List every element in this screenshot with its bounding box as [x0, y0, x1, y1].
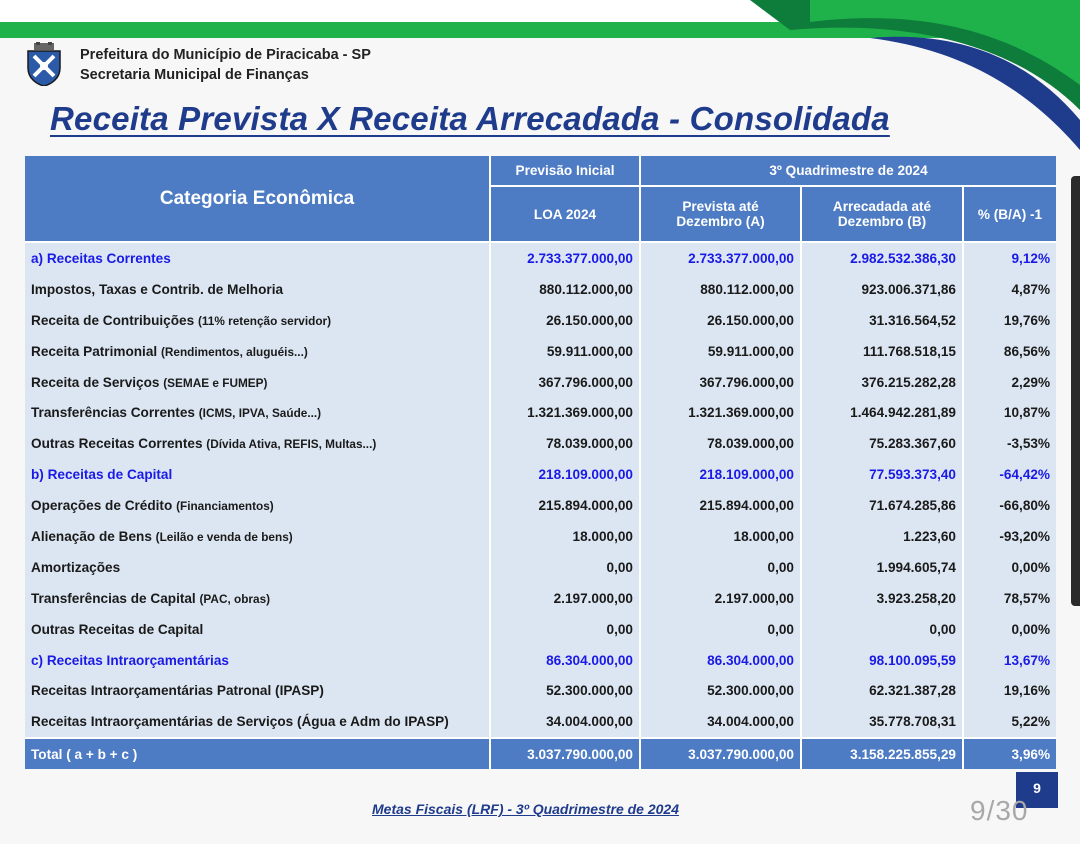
row-arrecadada: 62.321.387,28 — [801, 675, 963, 706]
table-row — [25, 305, 1056, 336]
row-note: (Financiamentos) — [176, 499, 274, 514]
row-percent: 9,12% — [963, 242, 1056, 274]
row-label: c) Receitas Intraorçamentárias — [25, 645, 490, 676]
row-note: (Dívida Ativa, REFIS, Multas...) — [206, 437, 377, 452]
table-row — [25, 675, 1056, 706]
row-label: Transferências de Capital (PAC, obras) — [25, 583, 490, 614]
table-row — [25, 459, 1056, 490]
row-percent: 19,76% — [963, 305, 1056, 336]
footer-caption: Metas Fiscais (LRF) - 3º Quadrimestre de 2024 — [372, 801, 680, 817]
header-arrecadada: Arrecadada até Dezembro (B) — [801, 186, 963, 242]
row-arrecadada: 376.215.282,28 — [801, 367, 963, 398]
row-label: Transferências Correntes (ICMS, IPVA, Saúde...) — [25, 397, 490, 428]
row-label: Amortizações — [25, 552, 490, 583]
row-prevista: 367.796.000,00 — [640, 367, 801, 398]
revenue-table — [25, 156, 1056, 769]
row-loa: 1.321.369.000,00 — [490, 397, 640, 428]
row-note: (PAC, obras) — [199, 591, 271, 606]
row-prevista: 215.894.000,00 — [640, 490, 801, 521]
row-arrecadada: 2.982.532.386,30 — [801, 242, 963, 274]
header-prevista: Prevista até Dezembro (A) — [640, 186, 801, 242]
table-row — [25, 552, 1056, 583]
organization-header — [80, 45, 371, 85]
table-row — [25, 614, 1056, 645]
header-period: 3º Quadrimestre de 2024 — [640, 156, 1056, 186]
row-prevista: 26.150.000,00 — [640, 305, 801, 336]
row-loa: 59.911.000,00 — [490, 336, 640, 367]
row-arrecadada: 923.006.371,86 — [801, 274, 963, 305]
total-loa: 3.037.790.000,00 — [490, 738, 640, 769]
row-label: Impostos, Taxas e Contrib. de Melhoria — [25, 274, 490, 305]
row-arrecadada: 1.464.942.281,89 — [801, 397, 963, 428]
total-label: Total ( a + b + c ) — [25, 738, 490, 769]
row-loa: 26.150.000,00 — [490, 305, 640, 336]
row-percent: -93,20% — [963, 521, 1056, 552]
row-arrecadada: 1.223,60 — [801, 521, 963, 552]
row-percent: 19,16% — [963, 675, 1056, 706]
row-note: (11% retenção servidor) — [197, 313, 332, 328]
table-row — [25, 367, 1056, 398]
header-category: Categoria Econômica — [25, 156, 490, 242]
row-prevista: 0,00 — [640, 552, 801, 583]
row-prevista: 2.733.377.000,00 — [640, 242, 801, 274]
table-row — [25, 336, 1056, 367]
row-percent: 86,56% — [963, 336, 1056, 367]
row-arrecadada: 31.316.564,52 — [801, 305, 963, 336]
row-prevista: 78.039.000,00 — [640, 428, 801, 459]
row-label: Outras Receitas Correntes (Dívida Ativa, REFIS, Multas...) — [25, 428, 490, 459]
row-arrecadada: 0,00 — [801, 614, 963, 645]
row-prevista: 0,00 — [640, 614, 801, 645]
header-percent: % (B/A) -1 — [963, 186, 1056, 242]
row-percent: 2,29% — [963, 367, 1056, 398]
row-prevista: 1.321.369.000,00 — [640, 397, 801, 428]
row-loa: 86.304.000,00 — [490, 645, 640, 676]
total-percent: 3,96% — [963, 738, 1056, 769]
row-percent: -64,42% — [963, 459, 1056, 490]
row-percent: 78,57% — [963, 583, 1056, 614]
row-arrecadada: 71.674.285,86 — [801, 490, 963, 521]
row-prevista: 34.004.000,00 — [640, 706, 801, 738]
row-label: Receitas Intraorçamentárias de Serviços (Água e Adm do IPASP) — [25, 706, 490, 738]
row-arrecadada: 75.283.367,60 — [801, 428, 963, 459]
row-percent: 0,00% — [963, 552, 1056, 583]
row-arrecadada: 77.593.373,40 — [801, 459, 963, 490]
row-label: Receita de Contribuições (11% retenção servidor) — [25, 305, 490, 336]
page-number-badge: 9 — [1016, 772, 1058, 808]
row-percent: -3,53% — [963, 428, 1056, 459]
row-prevista: 218.109.000,00 — [640, 459, 801, 490]
row-loa: 0,00 — [490, 552, 640, 583]
row-note: (ICMS, IPVA, Saúde...) — [198, 406, 322, 421]
row-note: (Leilão e venda de bens) — [155, 529, 293, 544]
total-prevista: 3.037.790.000,00 — [640, 738, 801, 769]
row-loa: 78.039.000,00 — [490, 428, 640, 459]
row-arrecadada: 1.994.605,74 — [801, 552, 963, 583]
row-loa: 52.300.000,00 — [490, 675, 640, 706]
row-prevista: 52.300.000,00 — [640, 675, 801, 706]
city-crest-icon — [24, 42, 64, 86]
table-row — [25, 706, 1056, 738]
scrollbar[interactable] — [1071, 176, 1080, 606]
row-label: Alienação de Bens (Leilão e venda de bens) — [25, 521, 490, 552]
org-name: Prefeitura do Município de Piracicaba - SP — [80, 47, 371, 63]
row-loa: 18.000,00 — [490, 521, 640, 552]
row-label: Outras Receitas de Capital — [25, 614, 490, 645]
row-percent: 0,00% — [963, 614, 1056, 645]
row-loa: 2.733.377.000,00 — [490, 242, 640, 274]
row-note: (Rendimentos, aluguéis...) — [160, 344, 308, 359]
table-row — [25, 583, 1056, 614]
header-initial-forecast: Previsão Inicial — [490, 156, 640, 186]
row-prevista: 86.304.000,00 — [640, 645, 801, 676]
total-row — [25, 738, 1056, 769]
row-loa: 218.109.000,00 — [490, 459, 640, 490]
row-loa: 367.796.000,00 — [490, 367, 640, 398]
row-prevista: 59.911.000,00 — [640, 336, 801, 367]
table-row — [25, 490, 1056, 521]
row-percent: 5,22% — [963, 706, 1056, 738]
row-arrecadada: 35.778.708,31 — [801, 706, 963, 738]
row-loa: 2.197.000,00 — [490, 583, 640, 614]
row-note: (SEMAE e FUMEP) — [163, 375, 268, 390]
table-row — [25, 645, 1056, 676]
row-loa: 34.004.000,00 — [490, 706, 640, 738]
row-arrecadada: 111.768.518,15 — [801, 336, 963, 367]
table-row — [25, 242, 1056, 274]
row-arrecadada: 3.923.258,20 — [801, 583, 963, 614]
total-arrecadada: 3.158.225.855,29 — [801, 738, 963, 769]
page-title: Receita Prevista X Receita Arrecadada - Consolidada — [50, 100, 890, 137]
slide-counter: 9/30 — [970, 795, 1029, 826]
org-department: Secretaria Municipal de Finanças — [80, 67, 309, 83]
header-loa: LOA 2024 — [490, 186, 640, 242]
row-loa: 880.112.000,00 — [490, 274, 640, 305]
row-prevista: 2.197.000,00 — [640, 583, 801, 614]
row-label: a) Receitas Correntes — [25, 242, 490, 274]
row-prevista: 18.000,00 — [640, 521, 801, 552]
row-percent: 10,87% — [963, 397, 1056, 428]
row-label: Receita Patrimonial (Rendimentos, aluguéis...) — [25, 336, 490, 367]
row-prevista: 880.112.000,00 — [640, 274, 801, 305]
row-label: Receita de Serviços (SEMAE e FUMEP) — [25, 367, 490, 398]
table-row — [25, 521, 1056, 552]
row-percent: 13,67% — [963, 645, 1056, 676]
row-label: Receitas Intraorçamentárias Patronal (IPASP) — [25, 675, 490, 706]
table-row — [25, 274, 1056, 305]
table-row — [25, 397, 1056, 428]
row-percent: 4,87% — [963, 274, 1056, 305]
row-percent: -66,80% — [963, 490, 1056, 521]
row-loa: 0,00 — [490, 614, 640, 645]
table-row — [25, 428, 1056, 459]
row-loa: 215.894.000,00 — [490, 490, 640, 521]
row-label: b) Receitas de Capital — [25, 459, 490, 490]
row-arrecadada: 98.100.095,59 — [801, 645, 963, 676]
row-label: Operações de Crédito (Financiamentos) — [25, 490, 490, 521]
